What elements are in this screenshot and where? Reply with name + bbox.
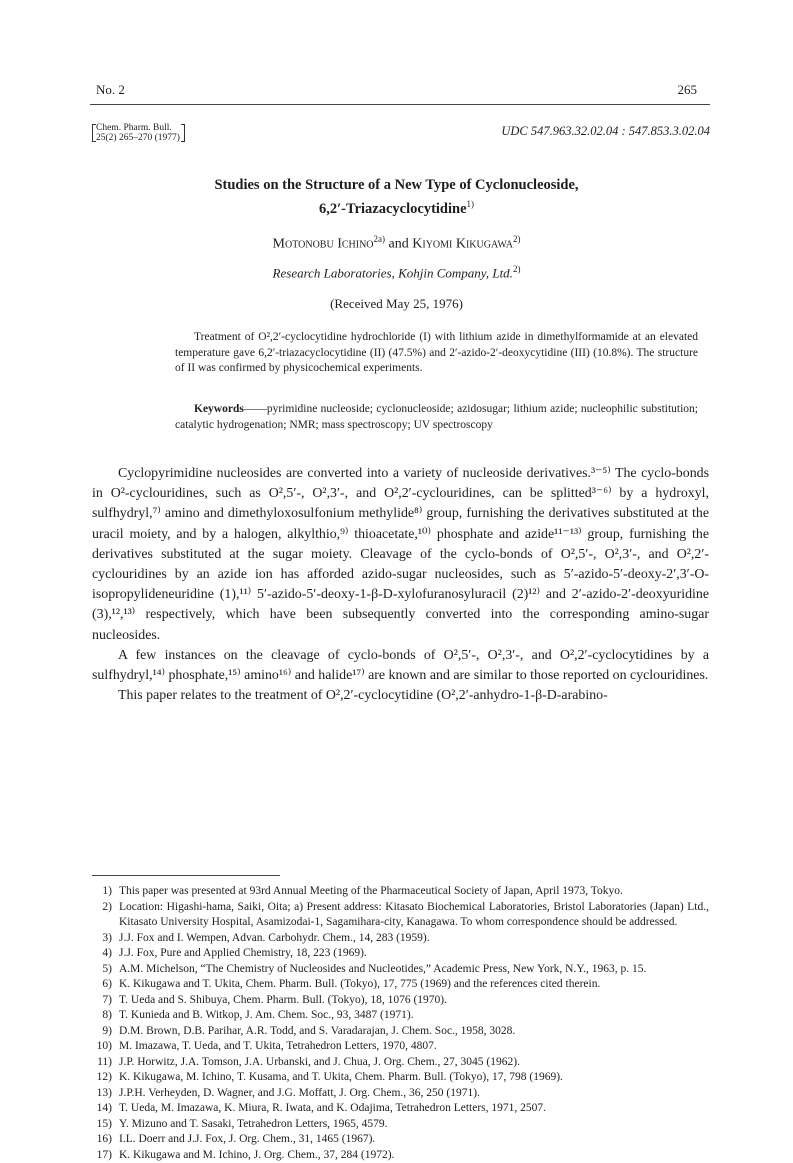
author-ichino: Motonobu Ichino [273,237,374,252]
footnote-item [92,946,709,962]
footnote-number: 3) [92,931,112,947]
footnote-item [92,1070,709,1086]
keywords-label: Keywords [194,403,244,415]
footnote-rule [92,875,280,876]
footnote-number: 9) [92,1024,112,1040]
footnote-item [92,900,709,931]
keywords-list: ——pyrimidine nucleoside; cyclonucleoside; azidosugar; lithium azide; nucleophilic substitution; catalytic hydrogenation; NMR; mass spectroscopy; UV spectroscopy [175,403,698,431]
body-paragraph: Cyclopyrimidine nucleosides are converted into a variety of nucleoside derivatives.³⁻⁵⁾ The cyclo-bonds in O²-cyclouridines, such as O²,5′-, O²,3′-, and O²,2′-cyclouridines, can be splitted³⁻⁶⁾ by a hydroxyl, sulfhydryl,⁷⁾ amino and dimethyloxosulfonium methylide⁸⁾ group, furnishing the derivatives substituted at the uracil moiety, and by a halogen, alkylthio,⁹⁾ thioacetate,¹⁰⁾ phosphate and azide¹¹⁻¹³⁾ group, furnishing the derivatives substituted at the sugar moiety. Cleavage of the cyclo-bonds of O²,5′-, O²,3′-, and O²,2′-cyclouridines by an azide ion has afforded azido-sugar nucleosides, such as 5′-azido-5′-deoxy-2′,3′-O-isopropylideneuridine (1),¹¹⁾ 5′-azido-5′-deoxy-1-β-D-xylofuranosyluracil (2)¹²⁾ and 2′-azido-2′-deoxyuridine (3),¹²,¹³⁾ respectively, which have been subsequently converted into the corresponding amino-sugar nucleosides. [92,464,709,646]
footnote-number: 17) [92,1148,112,1163]
footnote-number: 7) [92,993,112,1009]
footnote-text: K. Kikugawa and M. Ichino, J. Org. Chem., 37, 284 (1972). [119,1149,394,1161]
footnote-item [92,931,709,947]
footnote-text: J.P.H. Verheyden, D. Wagner, and J.G. Moffatt, J. Org. Chem., 36, 250 (1971). [119,1087,480,1099]
footnote-item [92,977,709,993]
footnote-text: T. Ueda, M. Imazawa, K. Miura, R. Iwata, and K. Odajima, Tetrahedron Letters, 1971, 2507. [119,1102,546,1114]
abstract: Treatment of O²,2′-cyclocytidine hydrochloride (I) with lithium azide in dimethylformamide at an elevated temperature gave 6,2′-triazacyclocytidine (II) (47.5%) and 2′-azido-2′-deoxycytidine (III) (10.8%). The structure of II was confirmed by physicochemical experiments. [175,330,698,377]
footnote-item [92,884,709,900]
footnote-item [92,1117,709,1133]
author-conjunction: and [389,237,409,252]
footnote-item [92,1024,709,1040]
footnote-item [92,962,709,978]
footnote-item [92,1148,709,1163]
author-list [0,234,793,253]
footnote-text: J.J. Fox, Pure and Applied Chemistry, 18, 223 (1969). [119,947,367,959]
footnote-number: 8) [92,1008,112,1024]
footnote-number: 1) [92,884,112,900]
footnote-item [92,1086,709,1102]
footnote-number: 2) [92,900,112,916]
footnote-number: 14) [92,1101,112,1117]
udc-classification: UDC 547.963.32.02.04 : 547.853.3.02.04 [501,124,710,139]
footnote-text: J.P. Horwitz, J.A. Tomson, J.A. Urbanski, and J. Chua, J. Org. Chem., 27, 3045 (1962). [119,1056,520,1068]
footnote-number: 15) [92,1117,112,1133]
header-rule [90,104,710,105]
footnotes [92,884,709,1163]
footnote-number: 11) [92,1055,112,1071]
body-text [92,464,709,706]
citation-volume: 25(2) 265–270 (1977) [96,133,180,143]
footnote-number: 16) [92,1132,112,1148]
footnote-text: D.M. Brown, D.B. Parihar, A.R. Todd, and S. Varadarajan, J. Chem. Soc., 1958, 3028. [119,1025,515,1037]
footnote-text: T. Ueda and S. Shibuya, Chem. Pharm. Bull. (Tokyo), 18, 1076 (1970). [119,994,447,1006]
author1-footnote-ref: 2a) [374,234,386,244]
footnote-number: 12) [92,1070,112,1086]
received-date: (Received May 25, 1976) [0,296,793,312]
affiliation-text: Research Laboratories, Kohjin Company, Ltd. [273,265,513,280]
footnote-number: 4) [92,946,112,962]
footnote-text: A.M. Michelson, “The Chemistry of Nucleosides and Nucleotides,” Academic Press, New York, N.Y., 1963, p. 15. [119,963,646,975]
footnote-number: 10) [92,1039,112,1055]
author2-footnote-ref: 2) [513,234,521,244]
citation-journal: Chem. Pharm. Bull. [96,123,172,133]
title-line-1: Studies on the Structure of a New Type of Cyclonucleoside, [0,176,793,195]
footnote-text: M. Imazawa, T. Ueda, and T. Ukita, Tetrahedron Letters, 1970, 4807. [119,1040,437,1052]
footnote-text: T. Kunieda and B. Witkop, J. Am. Chem. Soc., 93, 3487 (1971). [119,1009,414,1021]
footnote-item [92,1055,709,1071]
article-title [0,176,793,219]
footnote-number: 13) [92,1086,112,1102]
body-paragraph: This paper relates to the treatment of O²,2′-cyclocytidine (O²,2′-anhydro-1-β-D-arabino- [92,686,709,706]
title-footnote-ref: 1) [467,199,475,209]
footnote-text: This paper was presented at 93rd Annual Meeting of the Pharmaceutical Society of Japan, April 1973, Tokyo. [119,885,623,897]
affiliation [0,264,793,281]
journal-citation [92,123,185,143]
footnote-text: J.J. Fox and I. Wempen, Advan. Carbohydr. Chem., 14, 283 (1959). [119,932,430,944]
page-number: 265 [678,82,698,98]
journal-issue: No. 2 [96,82,125,98]
footnote-item [92,993,709,1009]
footnote-item [92,1039,709,1055]
footnote-number: 6) [92,977,112,993]
footnote-text: Location: Higashi-hama, Saiki, Oita; a) Present address: Kitasato Biochemical Laboratories, Bristol Laboratories (Japan) Ltd., Kitasato University Hospital, Asamizodai-1, Sagamihara-city, Kanagawa. To whom correspondence should be addressed. [119,901,709,929]
author-kikugawa: Kiyomi Kikugawa [412,237,513,252]
footnote-text: I.L. Doerr and J.J. Fox, J. Org. Chem., 31, 1465 (1967). [119,1133,375,1145]
footnote-text: K. Kikugawa, M. Ichino, T. Kusama, and T. Ukita, Chem. Pharm. Bull. (Tokyo), 17, 798 (1969). [119,1071,563,1083]
footnote-item [92,1008,709,1024]
footnote-item [92,1132,709,1148]
title-line-2: 6,2′-Triazacyclocytidine [319,201,467,217]
footnote-text: Y. Mizuno and T. Sasaki, Tetrahedron Letters, 1965, 4579. [119,1118,388,1130]
footnote-number: 5) [92,962,112,978]
footnote-item [92,1101,709,1117]
affiliation-footnote-ref: 2) [513,264,521,274]
body-paragraph: A few instances on the cleavage of cyclo-bonds of O²,5′-, O²,3′-, and O²,2′-cyclocytidines by a sulfhydryl,¹⁴⁾ phosphate,¹⁵⁾ amino¹⁶⁾ and halide¹⁷⁾ are known and are similar to those reported on cyclouridines. [92,646,709,686]
footnote-text: K. Kikugawa and T. Ukita, Chem. Pharm. Bull. (Tokyo), 17, 775 (1969) and the references cited therein. [119,978,600,990]
keywords [175,402,698,433]
